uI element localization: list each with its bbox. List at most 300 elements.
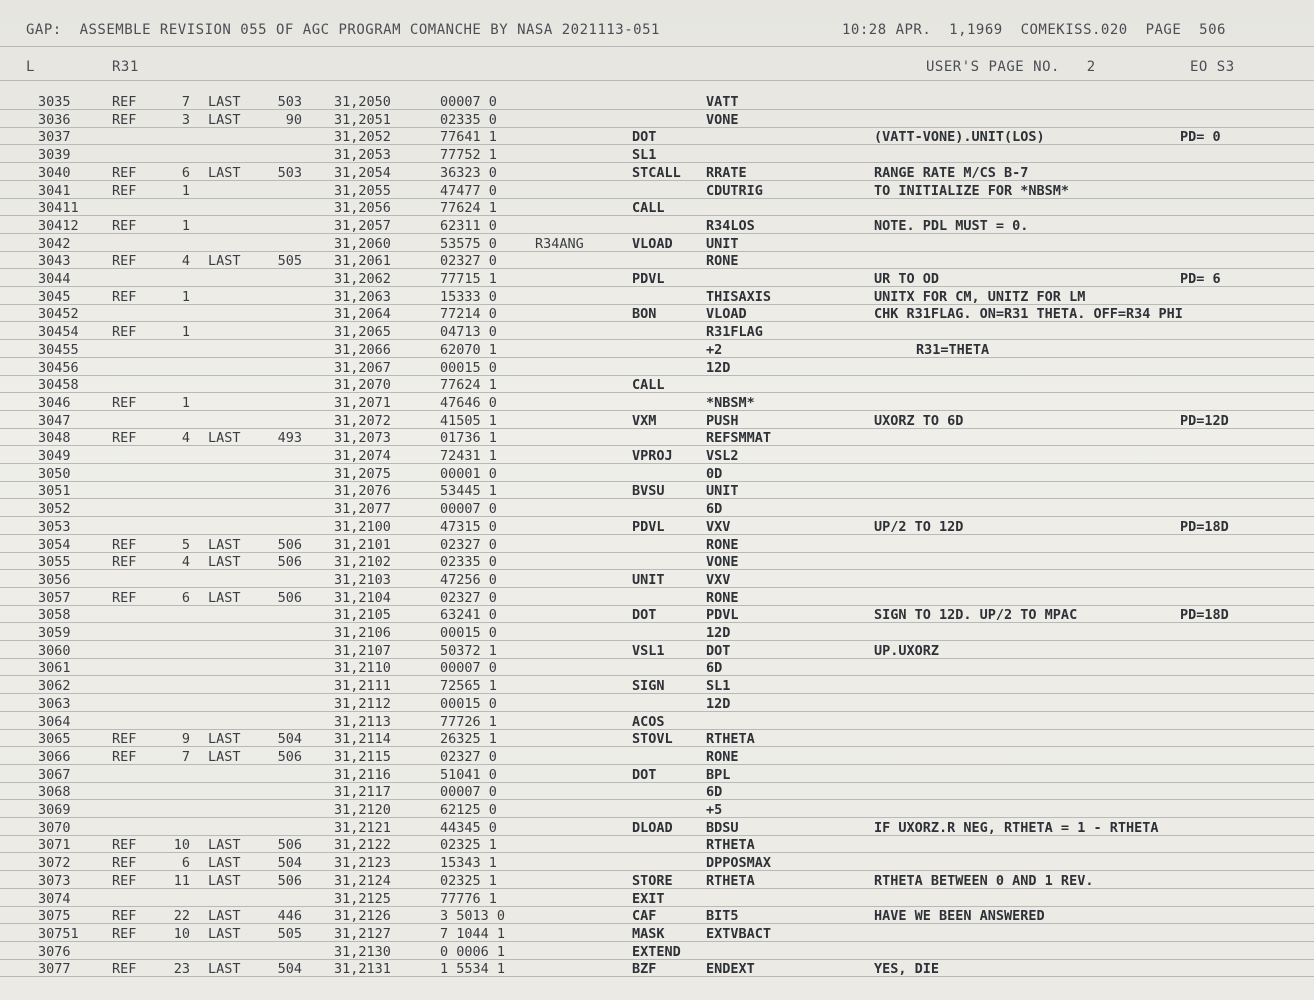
cell-ref: REF bbox=[112, 164, 137, 181]
cell-last: LAST bbox=[208, 589, 241, 606]
cell-pd: PD= 6 bbox=[1180, 271, 1221, 287]
cell-op: PDVL bbox=[632, 518, 665, 535]
cell-line: 3075 bbox=[38, 908, 71, 925]
cell-cnt: 11 bbox=[173, 872, 190, 889]
cell-line: 3039 bbox=[38, 147, 71, 164]
cell-cnt: 7 bbox=[181, 94, 190, 110]
cell-op: CALL bbox=[632, 377, 665, 394]
cell-operand: VONE bbox=[706, 111, 739, 128]
cell-operand: SL1 bbox=[706, 678, 731, 695]
cell-addr: 31,2120 bbox=[334, 802, 391, 818]
cell-line: 3046 bbox=[38, 394, 71, 411]
cell-addr: 31,2102 bbox=[334, 554, 391, 571]
listing-row bbox=[0, 483, 1314, 501]
cell-line: 3043 bbox=[38, 253, 71, 270]
cell-lnum: 90 bbox=[285, 111, 302, 128]
cell-line: 3042 bbox=[38, 235, 71, 252]
cell-word: 62311 0 bbox=[440, 217, 497, 234]
cell-operand: +2 bbox=[706, 341, 723, 358]
cell-addr: 31,2103 bbox=[334, 571, 391, 588]
header-l: L bbox=[26, 59, 35, 75]
cell-addr: 31,2050 bbox=[334, 94, 391, 110]
cell-line: 30411 bbox=[38, 200, 79, 217]
cell-operand: 6D bbox=[706, 784, 723, 801]
cell-line: 3041 bbox=[38, 182, 71, 199]
cell-word: 50372 1 bbox=[440, 642, 497, 659]
cell-last: LAST bbox=[208, 554, 241, 571]
cell-addr: 31,2076 bbox=[334, 483, 391, 500]
cell-operand: 12D bbox=[706, 695, 731, 712]
cell-operand: R34LOS bbox=[706, 217, 755, 234]
cell-word: 47646 0 bbox=[440, 394, 497, 411]
cell-addr: 31,2121 bbox=[334, 819, 391, 836]
cell-word: 1 5534 1 bbox=[440, 961, 506, 978]
cell-op: EXIT bbox=[632, 890, 665, 907]
cell-word: 02335 0 bbox=[440, 554, 497, 571]
cell-word: 04713 0 bbox=[440, 324, 497, 341]
cell-word: 02325 1 bbox=[440, 872, 497, 889]
cell-word: 15333 0 bbox=[440, 288, 497, 305]
eo-code: EO S3 bbox=[1190, 59, 1235, 75]
cell-addr: 31,2053 bbox=[334, 147, 391, 164]
cell-word: 63241 0 bbox=[440, 607, 497, 624]
cell-addr: 31,2105 bbox=[334, 607, 391, 624]
cell-operand: R31FLAG bbox=[706, 324, 763, 341]
cell-line: 3045 bbox=[38, 288, 71, 305]
listing-row bbox=[0, 820, 1314, 838]
listing-row bbox=[0, 590, 1314, 608]
cell-word: 72431 1 bbox=[440, 448, 497, 464]
cell-cnt: 10 bbox=[173, 925, 190, 942]
listing-row bbox=[0, 714, 1314, 732]
cell-addr: 31,2100 bbox=[334, 518, 391, 535]
cell-last: LAST bbox=[208, 961, 241, 978]
cell-word: 26325 1 bbox=[440, 731, 497, 748]
cell-cnt: 1 bbox=[181, 324, 190, 341]
cell-addr: 31,2065 bbox=[334, 324, 391, 341]
cell-lnum: 446 bbox=[277, 908, 302, 925]
listing-row bbox=[0, 306, 1314, 324]
cell-word: 53575 0 bbox=[440, 235, 497, 252]
listing-row bbox=[0, 236, 1314, 254]
cell-comment: UNITX FOR CM, UNITZ FOR LM bbox=[874, 288, 1086, 305]
header-date-page: 10:28 APR. 1,1969 COMEKISS.020 PAGE 506 bbox=[842, 22, 1226, 38]
cell-line: 3060 bbox=[38, 642, 71, 659]
cell-line: 3048 bbox=[38, 430, 71, 447]
cell-op: VSL1 bbox=[632, 642, 665, 659]
cell-addr: 31,2054 bbox=[334, 164, 391, 181]
cell-operand: RONE bbox=[706, 589, 739, 606]
cell-addr: 31,2117 bbox=[334, 784, 391, 801]
header-r31: R31 bbox=[112, 59, 139, 75]
cell-operand: BIT5 bbox=[706, 908, 739, 925]
cell-label: R34ANG bbox=[535, 235, 584, 252]
listing-row bbox=[0, 696, 1314, 714]
cell-op: SIGN bbox=[632, 678, 665, 695]
cell-cnt: 23 bbox=[173, 961, 190, 978]
cell-line: 3073 bbox=[38, 872, 71, 889]
cell-op: VXM bbox=[632, 412, 657, 429]
listing-row bbox=[0, 749, 1314, 767]
cell-operand: RTHETA bbox=[706, 872, 755, 889]
cell-op: CALL bbox=[632, 200, 665, 217]
cell-cnt: 6 bbox=[181, 164, 190, 181]
listing-row bbox=[0, 430, 1314, 448]
cell-last: LAST bbox=[208, 872, 241, 889]
cell-ref: REF bbox=[112, 288, 137, 305]
cell-word: 02327 0 bbox=[440, 748, 497, 765]
cell-word: 77776 1 bbox=[440, 890, 497, 907]
cell-addr: 31,2131 bbox=[334, 961, 391, 978]
cell-addr: 31,2101 bbox=[334, 536, 391, 553]
cell-last: LAST bbox=[208, 94, 241, 110]
cell-addr: 31,2057 bbox=[334, 217, 391, 234]
cell-comment: HAVE WE BEEN ANSWERED bbox=[874, 908, 1045, 925]
listing-row bbox=[0, 837, 1314, 855]
cell-operand: VATT bbox=[706, 94, 739, 110]
cell-comment: UP/2 TO 12D bbox=[874, 518, 964, 535]
cell-line: 3035 bbox=[38, 94, 71, 110]
cell-op: DLOAD bbox=[632, 819, 673, 836]
cell-word: 77752 1 bbox=[440, 147, 497, 164]
cell-addr: 31,2052 bbox=[334, 129, 391, 146]
cell-operand: DPPOSMAX bbox=[706, 855, 772, 872]
cell-addr: 31,2064 bbox=[334, 306, 391, 323]
cell-lnum: 504 bbox=[277, 731, 302, 748]
cell-addr: 31,2127 bbox=[334, 925, 391, 942]
cell-op: VPROJ bbox=[632, 448, 673, 464]
cell-cnt: 4 bbox=[181, 554, 190, 571]
cell-word: 41505 1 bbox=[440, 412, 497, 429]
cell-addr: 31,2122 bbox=[334, 837, 391, 854]
cell-addr: 31,2110 bbox=[334, 660, 391, 677]
cell-ref: REF bbox=[112, 217, 137, 234]
cell-comment: IF UXORZ.R NEG, RTHETA = 1 - RTHETA bbox=[874, 819, 1159, 836]
cell-operand: PUSH bbox=[706, 412, 739, 429]
cell-cnt: 1 bbox=[181, 182, 190, 199]
cell-word: 36323 0 bbox=[440, 164, 497, 181]
listing-row bbox=[0, 572, 1314, 590]
cell-lnum: 505 bbox=[277, 253, 302, 270]
cell-cnt: 1 bbox=[181, 394, 190, 411]
listing-row bbox=[0, 253, 1314, 271]
cell-line: 3066 bbox=[38, 748, 71, 765]
cell-ref: REF bbox=[112, 94, 137, 110]
cell-cnt: 5 bbox=[181, 536, 190, 553]
cell-last: LAST bbox=[208, 748, 241, 765]
cell-word: 77624 1 bbox=[440, 200, 497, 217]
listing-row bbox=[0, 660, 1314, 678]
cell-addr: 31,2077 bbox=[334, 501, 391, 518]
cell-addr: 31,2051 bbox=[334, 111, 391, 128]
cell-line: 3058 bbox=[38, 607, 71, 624]
listing-row bbox=[0, 643, 1314, 661]
listing-row bbox=[0, 537, 1314, 555]
cell-operand: VXV bbox=[706, 571, 731, 588]
cell-comment: YES, DIE bbox=[874, 961, 940, 978]
cell-line: 3056 bbox=[38, 571, 71, 588]
cell-pd: PD=18D bbox=[1180, 607, 1229, 624]
listing-row bbox=[0, 129, 1314, 147]
cell-word: 53445 1 bbox=[440, 483, 497, 500]
header-title: GAP: ASSEMBLE REVISION 055 OF AGC PROGRAM COMANCHE BY NASA 2021113-051 bbox=[26, 22, 660, 38]
cell-line: 30456 bbox=[38, 359, 79, 376]
listing-row bbox=[0, 413, 1314, 431]
cell-line: 3050 bbox=[38, 465, 71, 482]
listing-row bbox=[0, 961, 1314, 979]
cell-lnum: 506 bbox=[277, 872, 302, 889]
cell-last: LAST bbox=[208, 164, 241, 181]
cell-operand: RTHETA bbox=[706, 731, 755, 748]
cell-op: DOT bbox=[632, 129, 657, 146]
listing-row bbox=[0, 271, 1314, 289]
cell-line: 3054 bbox=[38, 536, 71, 553]
cell-cnt: 1 bbox=[181, 288, 190, 305]
cell-word: 00015 0 bbox=[440, 359, 497, 376]
cell-line: 3051 bbox=[38, 483, 71, 500]
listing-row bbox=[0, 908, 1314, 926]
cell-operand: RTHETA bbox=[706, 837, 755, 854]
cell-ref: REF bbox=[112, 731, 137, 748]
listing-row bbox=[0, 200, 1314, 218]
cell-ref: REF bbox=[112, 430, 137, 447]
cell-operand: 12D bbox=[706, 359, 731, 376]
cell-operand: RONE bbox=[706, 253, 739, 270]
cell-operand: ENDEXT bbox=[706, 961, 755, 978]
cell-lnum: 504 bbox=[277, 961, 302, 978]
cell-comment: (VATT-VONE).UNIT(LOS) bbox=[874, 129, 1045, 146]
listing-row bbox=[0, 873, 1314, 891]
cell-comment: UXORZ TO 6D bbox=[874, 412, 964, 429]
cell-operand: REFSMMAT bbox=[706, 430, 772, 447]
cell-addr: 31,2073 bbox=[334, 430, 391, 447]
cell-ref: REF bbox=[112, 324, 137, 341]
listing-row bbox=[0, 607, 1314, 625]
cell-word: 00007 0 bbox=[440, 784, 497, 801]
listing-row bbox=[0, 944, 1314, 962]
cell-line: 30412 bbox=[38, 217, 79, 234]
listing-row bbox=[0, 94, 1314, 112]
cell-operand: *NBSM* bbox=[706, 394, 755, 411]
cell-comment: CHK R31FLAG. ON=R31 THETA. OFF=R34 PHI bbox=[874, 306, 1183, 323]
cell-word: 77641 1 bbox=[440, 129, 497, 146]
cell-word: 02335 0 bbox=[440, 111, 497, 128]
cell-operand: DOT bbox=[706, 642, 731, 659]
cell-last: LAST bbox=[208, 925, 241, 942]
cell-line: 3077 bbox=[38, 961, 71, 978]
cell-ref: REF bbox=[112, 837, 137, 854]
cell-comment: UR TO OD bbox=[874, 271, 940, 287]
cell-operand: 12D bbox=[706, 625, 731, 641]
cell-addr: 31,2113 bbox=[334, 713, 391, 730]
cell-addr: 31,2124 bbox=[334, 872, 391, 889]
cell-line: 3065 bbox=[38, 731, 71, 748]
cell-lnum: 506 bbox=[277, 554, 302, 571]
cell-line: 3052 bbox=[38, 501, 71, 518]
cell-line: 3069 bbox=[38, 802, 71, 818]
cell-ref: REF bbox=[112, 872, 137, 889]
cell-last: LAST bbox=[208, 111, 241, 128]
cell-operand: THISAXIS bbox=[706, 288, 772, 305]
cell-operand: VLOAD bbox=[706, 306, 747, 323]
cell-op: BVSU bbox=[632, 483, 665, 500]
cell-ref: REF bbox=[112, 182, 137, 199]
listing-row bbox=[0, 519, 1314, 537]
cell-lnum: 505 bbox=[277, 925, 302, 942]
cell-operand: CDUTRIG bbox=[706, 182, 763, 199]
cell-word: 0 0006 1 bbox=[440, 943, 506, 960]
cell-addr: 31,2107 bbox=[334, 642, 391, 659]
cell-operand: BPL bbox=[706, 766, 731, 783]
cell-addr: 31,2060 bbox=[334, 235, 391, 252]
cell-ref: REF bbox=[112, 961, 137, 978]
cell-op: STOVL bbox=[632, 731, 673, 748]
listing-row bbox=[0, 360, 1314, 378]
cell-line: 3044 bbox=[38, 271, 71, 287]
cell-addr: 31,2075 bbox=[334, 465, 391, 482]
cell-ref: REF bbox=[112, 589, 137, 606]
cell-word: 62125 0 bbox=[440, 802, 497, 818]
cell-addr: 31,2055 bbox=[334, 182, 391, 199]
cell-pd: PD=12D bbox=[1180, 412, 1229, 429]
cell-lnum: 506 bbox=[277, 589, 302, 606]
cell-operand: 6D bbox=[706, 660, 723, 677]
cell-operand: 6D bbox=[706, 501, 723, 518]
listing-row bbox=[0, 891, 1314, 909]
cell-ref: REF bbox=[112, 925, 137, 942]
cell-line: 3071 bbox=[38, 837, 71, 854]
cell-line: 3057 bbox=[38, 589, 71, 606]
cell-cnt: 4 bbox=[181, 253, 190, 270]
cell-line: 30751 bbox=[38, 925, 79, 942]
cell-ref: REF bbox=[112, 748, 137, 765]
cell-word: 01736 1 bbox=[440, 430, 497, 447]
cell-addr: 31,2067 bbox=[334, 359, 391, 376]
cell-op: UNIT bbox=[632, 571, 665, 588]
cell-op: BON bbox=[632, 306, 657, 323]
cell-addr: 31,2130 bbox=[334, 943, 391, 960]
cell-word: 44345 0 bbox=[440, 819, 497, 836]
cell-addr: 31,2123 bbox=[334, 855, 391, 872]
cell-lnum: 503 bbox=[277, 94, 302, 110]
cell-op: BZF bbox=[632, 961, 657, 978]
cell-word: 00001 0 bbox=[440, 465, 497, 482]
cell-ref: REF bbox=[112, 855, 137, 872]
listing-row bbox=[0, 926, 1314, 944]
cell-pd: PD=18D bbox=[1180, 518, 1229, 535]
cell-comment: UP.UXORZ bbox=[874, 642, 940, 659]
listing-row bbox=[0, 784, 1314, 802]
cell-word: 02327 0 bbox=[440, 253, 497, 270]
cell-ref: REF bbox=[112, 554, 137, 571]
cell-addr: 31,2126 bbox=[334, 908, 391, 925]
cell-line: 3055 bbox=[38, 554, 71, 571]
cell-operand: RONE bbox=[706, 748, 739, 765]
cell-addr: 31,2106 bbox=[334, 625, 391, 641]
cell-op: ACOS bbox=[632, 713, 665, 730]
cell-word: 3 5013 0 bbox=[440, 908, 506, 925]
cell-addr: 31,2062 bbox=[334, 271, 391, 287]
cell-operand: 0D bbox=[706, 465, 723, 482]
cell-line: 30454 bbox=[38, 324, 79, 341]
cell-line: 3074 bbox=[38, 890, 71, 907]
listing-row bbox=[0, 289, 1314, 307]
cell-op: EXTEND bbox=[632, 943, 681, 960]
cell-cnt: 6 bbox=[181, 589, 190, 606]
cell-word: 00007 0 bbox=[440, 501, 497, 518]
cell-operand: UNIT bbox=[706, 483, 739, 500]
cell-comment: NOTE. PDL MUST = 0. bbox=[874, 217, 1029, 234]
cell-cnt: 22 bbox=[173, 908, 190, 925]
cell-ref: REF bbox=[112, 394, 137, 411]
cell-word: 15343 1 bbox=[440, 855, 497, 872]
cell-word: 00015 0 bbox=[440, 695, 497, 712]
cell-op: CAF bbox=[632, 908, 657, 925]
cell-operand: VONE bbox=[706, 554, 739, 571]
cell-word: 47477 0 bbox=[440, 182, 497, 199]
cell-comment: RANGE RATE M/CS B-7 bbox=[874, 164, 1029, 181]
listing-row bbox=[0, 165, 1314, 183]
cell-word: 51041 0 bbox=[440, 766, 497, 783]
cell-op: STORE bbox=[632, 872, 673, 889]
cell-operand: RRATE bbox=[706, 164, 747, 181]
listing-row bbox=[0, 678, 1314, 696]
cell-cnt: 3 bbox=[181, 111, 190, 128]
cell-ref: REF bbox=[112, 536, 137, 553]
cell-addr: 31,2070 bbox=[334, 377, 391, 394]
listing-row bbox=[0, 183, 1314, 201]
cell-word: 77726 1 bbox=[440, 713, 497, 730]
users-page-number: USER'S PAGE NO. 2 bbox=[926, 59, 1096, 75]
cell-cnt: 7 bbox=[181, 748, 190, 765]
cell-operand: VXV bbox=[706, 518, 731, 535]
cell-line: 3036 bbox=[38, 111, 71, 128]
cell-line: 3047 bbox=[38, 412, 71, 429]
listing-row bbox=[0, 466, 1314, 484]
cell-op: DOT bbox=[632, 607, 657, 624]
cell-line: 3049 bbox=[38, 448, 71, 464]
cell-addr: 31,2111 bbox=[334, 678, 391, 695]
cell-op: SL1 bbox=[632, 147, 657, 164]
cell-word: 02327 0 bbox=[440, 589, 497, 606]
cell-addr: 31,2056 bbox=[334, 200, 391, 217]
cell-pd: PD= 0 bbox=[1180, 129, 1221, 146]
cell-lnum: 506 bbox=[277, 536, 302, 553]
cell-last: LAST bbox=[208, 837, 241, 854]
cell-last: LAST bbox=[208, 253, 241, 270]
cell-addr: 31,2071 bbox=[334, 394, 391, 411]
cell-addr: 31,2074 bbox=[334, 448, 391, 464]
listing-row bbox=[0, 112, 1314, 130]
listing-row bbox=[0, 625, 1314, 643]
cell-operand: VSL2 bbox=[706, 448, 739, 464]
cell-line: 3068 bbox=[38, 784, 71, 801]
cell-word: 7 1044 1 bbox=[440, 925, 506, 942]
listing-row bbox=[0, 147, 1314, 165]
listing-row bbox=[0, 855, 1314, 873]
listing-row bbox=[0, 802, 1314, 820]
cell-addr: 31,2066 bbox=[334, 341, 391, 358]
cell-line: 3059 bbox=[38, 625, 71, 641]
cell-line: 3040 bbox=[38, 164, 71, 181]
cell-line: 3062 bbox=[38, 678, 71, 695]
cell-word: 72565 1 bbox=[440, 678, 497, 695]
listing-row bbox=[0, 342, 1314, 360]
cell-line: 3064 bbox=[38, 713, 71, 730]
cell-comment: RTHETA BETWEEN 0 AND 1 REV. bbox=[874, 872, 1094, 889]
cell-op: PDVL bbox=[632, 271, 665, 287]
cell-word: 00007 0 bbox=[440, 660, 497, 677]
